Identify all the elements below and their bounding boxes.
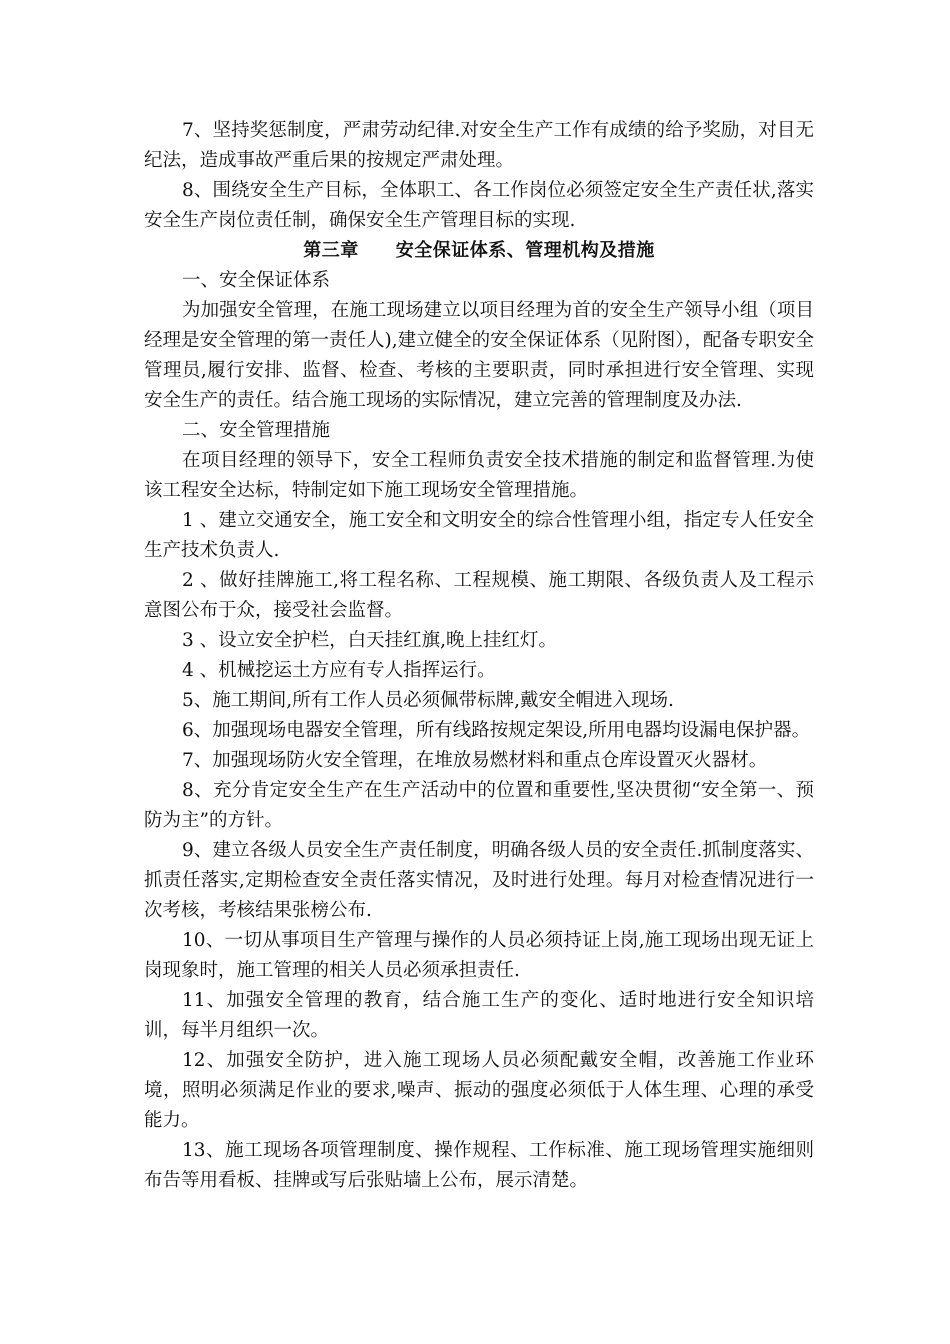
chapter-title: 第三章 安全保证体系、管理机构及措施 [303, 240, 655, 261]
list-item-7: 7、加强现场防火安全管理，在堆放易燃材料和重点仓库设置灭火器材。 [182, 750, 768, 771]
list-item-10: 10、一切从事项目生产管理与操作的人员必须持证上岗,施工现场出现无证上岗现象时，施工管理的相关人员必须承担责任. [144, 930, 814, 981]
list-item-2: 2 、做好挂牌施工,将工程名称、工程规模、施工期限、各级负责人及工程示意图公布于众，接受社会监督。 [144, 570, 814, 621]
list-item-4: 4 、机械挖运土方应有专人指挥运行。 [182, 660, 496, 681]
list-item-3: 3 、设立安全护栏，白天挂红旗,晚上挂红灯。 [182, 630, 558, 651]
list-item-13: 13、施工现场各项管理制度、操作规程、工作标准、施工现场管理实施细则布告等用看板、挂牌或写后张贴墙上公布，展示清楚。 [144, 1140, 814, 1191]
document-body [144, 116, 814, 1196]
paragraph-safety-responsibility: 8、围绕安全生产目标，全体职工、各工作岗位必须签定安全生产责任状,落实安全生产岗位责任制，确保安全生产管理目标的实现. [144, 180, 814, 231]
paragraph-rewards-discipline: 7、坚持奖惩制度，严肃劳动纪律.对安全生产工作有成绩的给予奖励，对目无纪法，造成事故严重后果的按规定严肃处理。 [144, 120, 814, 171]
list-item-6: 6、加强现场电器安全管理，所有线路按规定架设,所用电器均设漏电保护器。 [182, 720, 811, 741]
section-heading-management-measures: 二、安全管理措施 [182, 420, 331, 441]
paragraph-measures-intro: 在项目经理的领导下，安全工程师负责安全技术措施的制定和监督管理.为使该工程安全达标，特制定如下施工现场安全管理措施。 [144, 450, 814, 501]
list-item-12: 12、加强安全防护，进入施工现场人员必须配戴安全帽，改善施工作业环境，照明必须满足作业的要求,噪声、振动的强度必须低于人体生理、心理的承受能力。 [144, 1050, 814, 1131]
list-item-11: 11、加强安全管理的教育，结合施工生产的变化、适时地进行安全知识培训，每半月组织一次。 [144, 990, 814, 1041]
list-item-5: 5、施工期间,所有工作人员必须佩带标牌,戴安全帽进入现场. [182, 690, 674, 711]
list-item-9: 9、建立各级人员安全生产责任制度，明确各级人员的安全责任.抓制度落实、抓责任落实,定期检查安全责任落实情况，及时进行处理。每月对检查情况进行一次考核，考核结果张榜公布. [144, 840, 814, 921]
paragraph-assurance-system: 为加强安全管理，在施工现场建立以项目经理为首的安全生产领导小组（项目经理是安全管理的第一责任人),建立健全的安全保证体系（见附图），配备专职安全管理员,履行安排、监督、检查、考核的主要职责，同时承担进行安全管理、实现安全生产的责任。结合施工现场的实际情况，建立完善的管理制度及办法. [144, 300, 814, 411]
section-heading-assurance-system: 一、安全保证体系 [182, 270, 331, 291]
list-item-8: 8、充分肯定安全生产在生产活动中的位置和重要性,坚决贯彻“安全第一、预防为主”的方针。 [144, 780, 814, 831]
list-item-1: 1 、建立交通安全，施工安全和文明安全的综合性管理小组，指定专人任安全生产技术负责人. [144, 510, 814, 561]
